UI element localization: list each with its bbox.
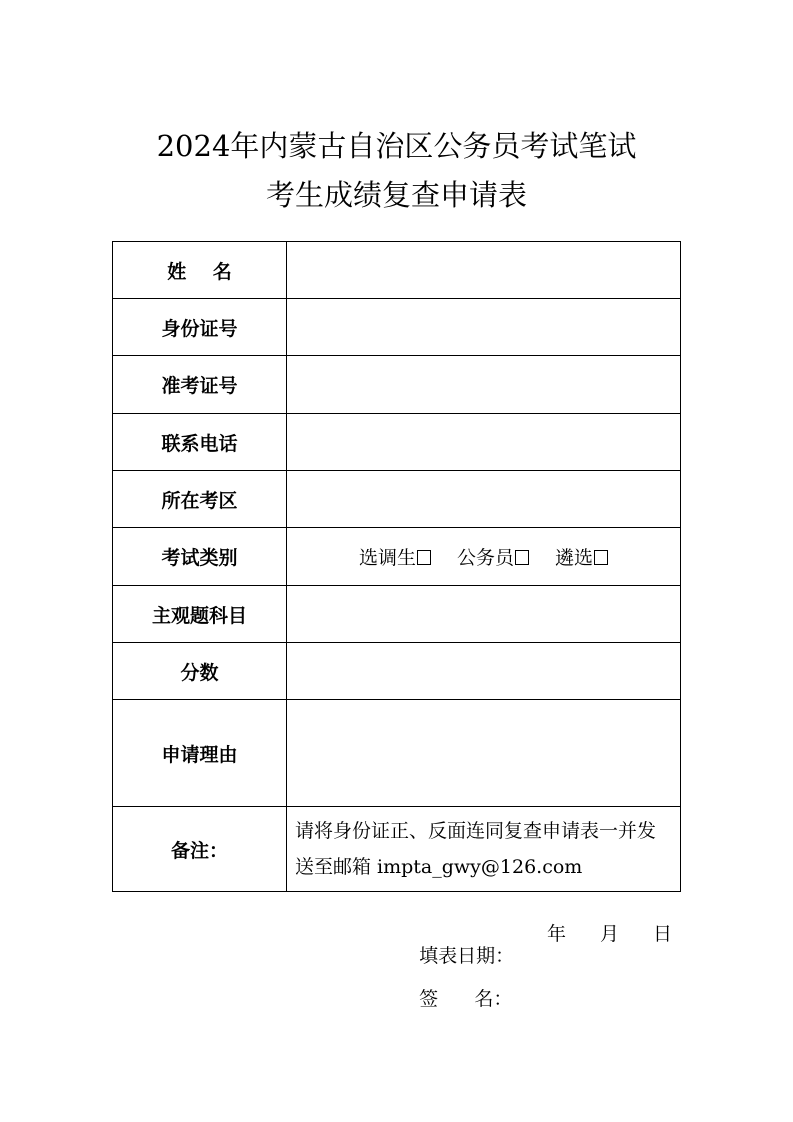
phone-field[interactable] [287, 414, 681, 471]
row-id-number [113, 299, 681, 356]
id-number-field[interactable] [287, 299, 681, 356]
exam-type-label: 考试类别 [113, 528, 287, 586]
admission-number-field[interactable] [287, 356, 681, 414]
subject-label: 主观题科目 [113, 586, 287, 643]
row-phone [113, 414, 681, 471]
reason-field[interactable] [287, 700, 681, 807]
signature-label: 签 名： [419, 988, 513, 1010]
checkbox-civil-servant[interactable] [515, 550, 529, 565]
score-label: 分数 [113, 643, 287, 700]
option-selection-label: 遴选 [555, 547, 594, 569]
day-label: 日 [653, 923, 673, 945]
subject-field[interactable] [287, 586, 681, 643]
checkbox-selected-graduate[interactable] [417, 550, 431, 565]
id-number-label: 身份证号 [113, 299, 287, 356]
row-admission-number [113, 356, 681, 414]
row-exam-region [113, 471, 681, 528]
year-label: 年 [547, 923, 567, 945]
phone-label: 联系电话 [113, 414, 287, 471]
row-name [113, 242, 681, 299]
row-exam-type [113, 528, 681, 586]
option-civil-servant[interactable] [457, 543, 529, 570]
option-selected-graduate-label: 选调生 [358, 547, 416, 569]
remark-label: 备注： [113, 807, 287, 892]
form-title-line-2: 考生成绩复查申请表 [265, 178, 527, 212]
remark-text: 请将身份证正、反面连同复查申请表一并发送至邮箱 impta_gwy@126.com [287, 807, 681, 892]
row-subject [113, 586, 681, 643]
application-form-table [112, 241, 681, 892]
checkbox-selection[interactable] [594, 550, 608, 565]
exam-type-options [287, 528, 681, 586]
name-field[interactable] [287, 242, 681, 299]
admission-number-label: 准考证号 [113, 356, 287, 414]
row-reason [113, 700, 681, 807]
exam-region-field[interactable] [287, 471, 681, 528]
signature-line [407, 962, 512, 1011]
reason-label: 申请理由 [113, 700, 287, 807]
name-label: 姓 名 [113, 242, 287, 299]
form-title-line-1: 2024年内蒙古自治区公务员考试笔试 [156, 129, 637, 163]
option-civil-servant-label: 公务员 [456, 547, 514, 569]
option-selected-graduate[interactable] [359, 543, 431, 570]
exam-region-label: 所在考区 [113, 471, 287, 528]
month-label: 月 [600, 923, 620, 945]
row-remark [113, 807, 681, 892]
row-score [113, 643, 681, 700]
score-field[interactable] [287, 643, 681, 700]
option-selection[interactable] [555, 543, 608, 570]
fill-date-label: 填表日期： [419, 945, 515, 967]
